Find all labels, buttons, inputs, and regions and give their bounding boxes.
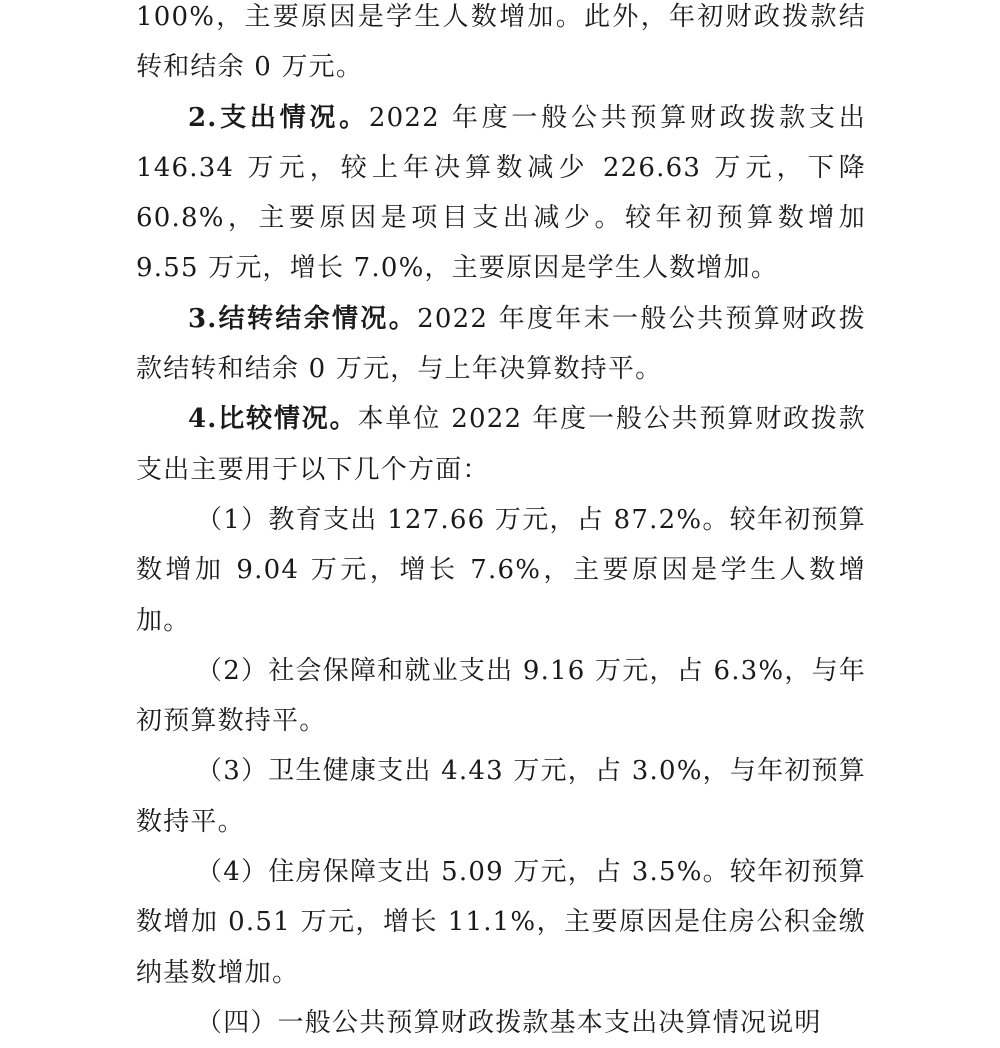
paragraph-carryover: 100%，主要原因是学生人数增加。此外，年初财政拨款结转和结余 0 万元。: [136, 2, 866, 83]
expenditure-text: 2022 年度一般公共预算财政拨款支出 146.34 万元，较上年决算数减少 226.63 万元，下降 60.8%，主要原因是项目支出减少。较年初预算数增加 9.55 万元，增长 7.0%，主要原因是学生人数增加。: [136, 102, 867, 284]
paragraph-balance: [136, 294, 866, 395]
list-item-health: （3）卫生健康支出 4.43 万元，占 3.0%，与年初预算数持平。: [136, 756, 866, 837]
section-heading: （四）一般公共预算财政拨款基本支出决算情况说明: [196, 1007, 822, 1038]
paragraph-comparison: [136, 394, 866, 495]
list-item-social-security: （2）社会保障和就业支出 9.16 万元，占 6.3%，与年初预算数持平。: [136, 655, 866, 737]
list-item-housing: （4）住房保障支出 5.09 万元，占 3.5%。较年初预算数增加 0.51 万元，增长 11.1%，主要原因是住房公积金缴纳基数增加。: [136, 857, 866, 988]
list-item-education: （1）教育支出 127.66 万元，占 87.2%。较年初预算数增加 9.04 万元，增长 7.6%，主要原因是学生人数增加。: [136, 504, 866, 636]
section-title-balance: 3.结转结余情况。: [188, 303, 418, 334]
comparison-text: 本单位 2022 年度一般公共预算财政拨款支出主要用于以下几个方面：: [136, 404, 866, 485]
section-title-comparison: 4.比较情况。: [188, 404, 358, 435]
section-title-expenditure: 2.支出情况。: [188, 102, 369, 133]
balance-text: 2022 年度年末一般公共预算财政拨款结转和结余 0 万元，与上年决算数持平。: [136, 303, 866, 385]
document-body: [136, 0, 866, 1048]
paragraph-expenditure: [136, 93, 866, 294]
